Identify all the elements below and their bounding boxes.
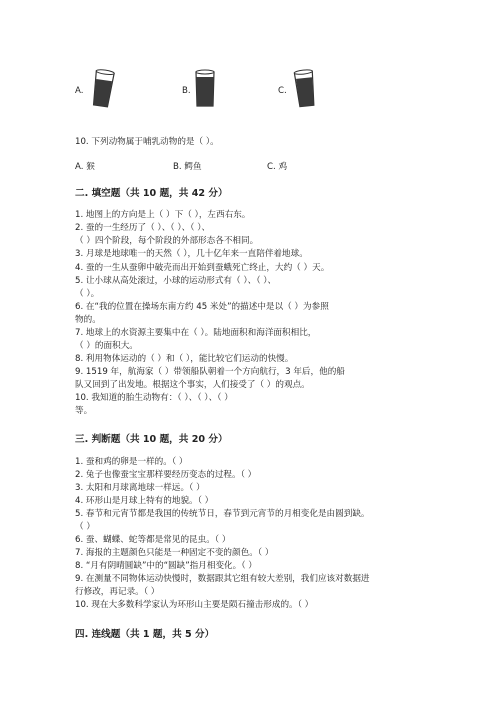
true-false-line: 5. 春节和元宵节都是我国的传统节日，春节到元宵节的月相变化是由圆到缺。 [75, 509, 370, 519]
true-false-line: 6. 蚕、蝴蝶、蛇等都是常见的昆虫。（ ） [75, 535, 231, 545]
fill-blank-line: 7. 地球上的水资源主要集中在（ ）。陆地面积和海洋面积相比， [75, 328, 317, 338]
fill-blank-line: 2. 蚕的一生经历了（ ）、（ ）、（ ）、 [75, 223, 211, 233]
true-false-line: 行修改，再记录。（ ） [75, 587, 160, 597]
fill-blank-line: 3. 月球是地球唯一的天然（ ），几十亿年来一直陪伴着地球。 [75, 249, 308, 259]
fill-blank-line: 物的。 [75, 315, 101, 325]
fill-blank-line: 10. 我知道的胎生动物有：（ ）、（ ）、（ ） [75, 393, 233, 403]
fill-blank-line: （ ）的面积大。 [75, 341, 138, 351]
true-false-line: 4. 环形山是月球上特有的地貌。（ ） [75, 496, 214, 506]
q10-option-c: C. 鸡 [267, 162, 288, 172]
fill-blank-line: 4. 蚕的一生从蚕卵中破壳而出开始到蚕蛾死亡终止，大约（ ）天。 [75, 263, 330, 273]
beaker-a-icon [88, 66, 118, 110]
option-b-label: B. [182, 86, 191, 96]
section-matching-heading: 四. 连线题（共 1 题，共 5 分） [75, 629, 215, 640]
true-false-line: （ ） [75, 522, 95, 532]
section-true-false-heading: 三. 判断题（共 10 题，共 20 分） [75, 434, 228, 445]
true-false-line: 8. “月有阴晴圆缺”中的“圆缺”指月相变化。（ ） [75, 561, 257, 571]
q10-option-a: A. 猴 [75, 162, 95, 172]
question-10: 10. 下列动物属于哺乳动物的是（ ）。 [75, 137, 219, 147]
q10-option-b: B. 鳄鱼 [173, 162, 202, 172]
fill-blank-line: （ ）四个阶段，每个阶段的外部形态各不相同。 [75, 236, 259, 246]
true-false-line: 10. 现在大多数科学家认为环形山主要是陨石撞击形成的。（ ） [75, 600, 314, 610]
fill-blank-line: 1. 地图上的方向是上（ ）下（ ），左西右东。 [75, 210, 251, 220]
true-false-line: 7. 海报的主题颜色只能是一种固定不变的颜色。（ ） [75, 548, 274, 558]
fill-blank-line: 5. 让小球从高处滚过，小球的运动形式有（ ）、（ ）、 [75, 276, 277, 286]
true-false-line: 9. 在测量不同物体运动快慢时，数据跟其它组有较大差别，我们应该对数据进 [75, 574, 370, 584]
section-fill-blank-heading: 二. 填空题（共 10 题，共 42 分） [75, 188, 228, 199]
option-c-label: C. [278, 86, 287, 96]
fill-blank-line: 6. 在“我的位置在操场东南方约 45 米处”的描述中是以（ ）为参照 [75, 302, 329, 312]
true-false-line: 1. 蚕和鸡的卵是一样的。（ ） [75, 457, 188, 467]
option-a-label: A. [75, 86, 84, 96]
true-false-line: 3. 太阳和月球离地球一样远。（ ） [75, 483, 205, 493]
fill-blank-line: 9. 1519 年，航海家（ ）带领船队朝着一个方向航行，3 年后，他的船 [75, 367, 345, 377]
beaker-c-icon [290, 66, 320, 110]
fill-blank-line: 队又回到了出发地。根据这个事实，人们接受了（ ）的观点。 [75, 380, 310, 390]
true-false-line: 2. 兔子也像蚕宝宝那样要经历变态的过程。（ ） [75, 470, 257, 480]
fill-blank-line: （ ）。 [75, 289, 100, 299]
fill-blank-line: 等。 [75, 406, 93, 416]
fill-blank-line: 8. 利用物体运动的（ ）和（ ），能比较它们运动的快慢。 [75, 354, 294, 364]
beaker-b-icon [192, 66, 218, 110]
